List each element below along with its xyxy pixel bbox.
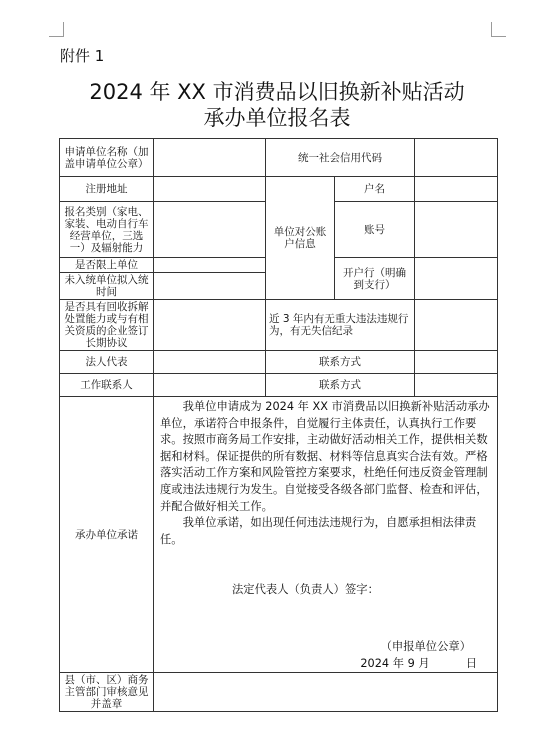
credit-code-label: 统一社会信用代码 (266, 139, 415, 177)
legal-rep-contact-field[interactable] (415, 351, 498, 374)
reg-address-field[interactable] (154, 177, 266, 202)
not-yet-label: 未入统单位拟入统时间 (60, 273, 154, 300)
legal-rep-field[interactable] (154, 351, 266, 374)
crop-mark-top-left (49, 22, 64, 37)
account-name-label: 户名 (335, 177, 415, 202)
crop-mark-top-right (491, 22, 506, 37)
promise-paragraph-1: 我单位申请成为 2024 年 XX 市消费品以旧换新补贴活动承办单位，承诺符合申报条件，自觉履行主体责任，认真执行工作要求。按照市商务局工作安排，主动做好活动相关工作，提供相关数据和材料。保证提供的所有数据、材料等信息真实合法有效。严格落实活动工作方案和风险管控方案要求，杜绝任何违反资金管理制度或违法违规行为发生。自觉接受各级各部门监督、检查和评估，并配合做好相关工作。 (160, 400, 490, 513)
work-contact-phone-label: 联系方式 (266, 374, 415, 397)
recycle-label: 是否具有回收拆解处置能力或与有相关资质的企业签订长期协议 (60, 300, 154, 351)
work-contact-phone-field[interactable] (415, 374, 498, 397)
applicant-name-field[interactable] (154, 139, 266, 177)
above-limit-label: 是否限上单位 (60, 258, 154, 273)
legal-rep-label: 法人代表 (60, 351, 154, 374)
bank-field[interactable] (415, 258, 498, 300)
public-account-label: 单位对公账户信息 (266, 177, 335, 300)
above-limit-field[interactable] (154, 258, 266, 273)
credit-code-field[interactable] (415, 139, 498, 177)
legal-rep-contact-label: 联系方式 (266, 351, 415, 374)
form-title-line1: 2024 年 XX 市消费品以旧换新补贴活动 (89, 80, 465, 104)
county-review-label: 县（市、区）商务主管部门审核意见并盖章 (60, 673, 154, 712)
promise-paragraph-2: 我单位承诺，如出现任何违法违规行为，自愿承担相法律责任。 (160, 516, 477, 546)
date-line (160, 656, 491, 673)
promise-content (154, 397, 498, 673)
registration-form-table (59, 138, 498, 712)
work-contact-field[interactable] (154, 374, 266, 397)
violation-field[interactable] (415, 300, 498, 351)
signature-line: 法定代表人（负责人）签字： (232, 583, 379, 597)
not-yet-field[interactable] (154, 273, 266, 300)
category-field[interactable] (154, 202, 266, 258)
date-day: 日 (465, 656, 477, 670)
form-title-line2: 承办单位报名表 (203, 106, 351, 130)
promise-label: 承办单位承诺 (60, 397, 154, 673)
recycle-field[interactable] (154, 300, 266, 351)
county-review-field[interactable] (154, 673, 498, 712)
applicant-name-label: 申请单位名称（加盖申请单位公章） (60, 139, 154, 177)
violation-label: 近 3 年内有无重大违法违规行为，有无失信纪录 (266, 300, 415, 351)
work-contact-label: 工作联系人 (60, 374, 154, 397)
bank-label: 开户行（明确到支行） (335, 258, 415, 300)
attachment-label: 附件 1 (60, 47, 105, 65)
category-label: 报名类别（家电、家装、电动自行车经营单位，三选一）及辐射能力 (60, 202, 154, 258)
account-no-field[interactable] (415, 202, 498, 258)
date-year-month: 2024 年 9 月 (360, 656, 430, 670)
reg-address-label: 注册地址 (60, 177, 154, 202)
account-name-field[interactable] (415, 177, 498, 202)
seal-note: （申报单位公章） (380, 639, 471, 653)
account-no-label: 账号 (335, 202, 415, 258)
